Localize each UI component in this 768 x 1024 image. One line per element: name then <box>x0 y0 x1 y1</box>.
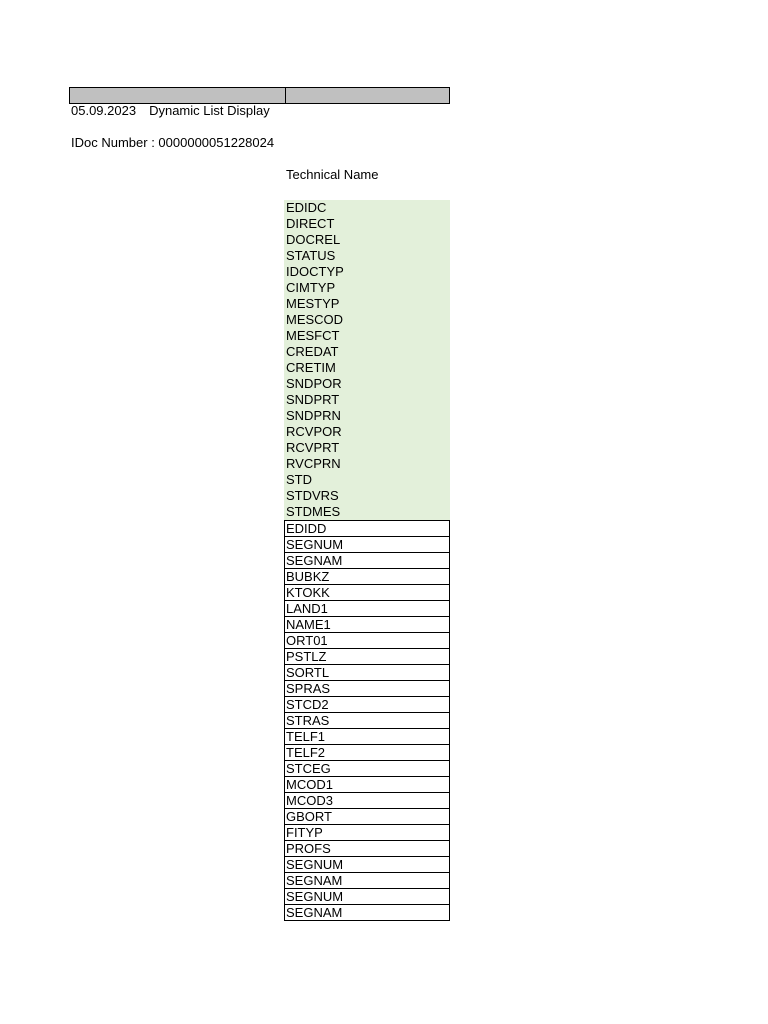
data-field-row: SPRAS <box>285 681 449 697</box>
header-bar-cell-right <box>286 88 449 103</box>
control-field-row: SNDPRT <box>286 392 340 407</box>
control-field-row: RCVPOR <box>286 424 342 439</box>
data-field-row: MCOD3 <box>285 793 449 809</box>
data-record-fields <box>284 520 450 921</box>
data-field-row: STCD2 <box>285 697 449 713</box>
data-field-row: GBORT <box>285 809 449 825</box>
control-field-row: CIMTYP <box>286 280 336 295</box>
control-field-row: SNDPRN <box>286 408 341 423</box>
control-record-fields <box>284 200 450 520</box>
data-field-row: PROFS <box>285 841 449 857</box>
control-field-row: STDVRS <box>286 488 339 503</box>
data-field-row: PSTLZ <box>285 649 449 665</box>
data-field-row: SEGNUM <box>285 857 449 873</box>
data-field-row: ORT01 <box>285 633 449 649</box>
idoc-number: IDoc Number : 0000000051228024 <box>71 135 275 150</box>
control-field-row: IDOCTYP <box>286 264 344 279</box>
control-field-row: DIRECT <box>286 216 335 231</box>
control-field-row: CREDAT <box>286 344 339 359</box>
data-field-row: BUBKZ <box>285 569 449 585</box>
data-field-row: SEGNAM <box>285 873 449 889</box>
data-field-row: TELF1 <box>285 729 449 745</box>
data-field-row: MCOD1 <box>285 777 449 793</box>
control-field-row: EDIDC <box>286 200 327 215</box>
control-field-row: SNDPOR <box>286 376 342 391</box>
control-field-row: DOCREL <box>286 232 341 247</box>
control-field-row: CRETIM <box>286 360 336 375</box>
data-field-row: TELF2 <box>285 745 449 761</box>
control-field-row: RVCPRN <box>286 456 341 471</box>
data-field-row: NAME1 <box>285 617 449 633</box>
data-field-row: SEGNAM <box>285 905 449 921</box>
control-field-row: STATUS <box>286 248 336 263</box>
report-header-line <box>71 103 270 119</box>
control-field-row: MESFCT <box>286 328 340 343</box>
header-bar <box>69 87 450 104</box>
control-field-row: STDMES <box>286 504 341 519</box>
column-header-technical-name: Technical Name <box>286 167 379 182</box>
control-field-row: RCVPRT <box>286 440 340 455</box>
data-field-row: LAND1 <box>285 601 449 617</box>
data-field-row: SEGNUM <box>285 889 449 905</box>
data-field-row: STRAS <box>285 713 449 729</box>
report-title: Dynamic List Display <box>149 103 270 118</box>
data-field-row: STCEG <box>285 761 449 777</box>
control-field-row: MESCOD <box>286 312 344 327</box>
data-field-row: SEGNAM <box>285 553 449 569</box>
data-field-row: SORTL <box>285 665 449 681</box>
data-field-row: SEGNUM <box>285 537 449 553</box>
data-field-row: FITYP <box>285 825 449 841</box>
control-field-row: MESTYP <box>286 296 340 311</box>
data-field-row: KTOKK <box>285 585 449 601</box>
control-field-row: STD <box>286 472 312 487</box>
report-date: 05.09.2023 <box>71 103 137 118</box>
data-field-row: EDIDD <box>285 521 449 537</box>
header-bar-cell-left <box>70 88 286 103</box>
